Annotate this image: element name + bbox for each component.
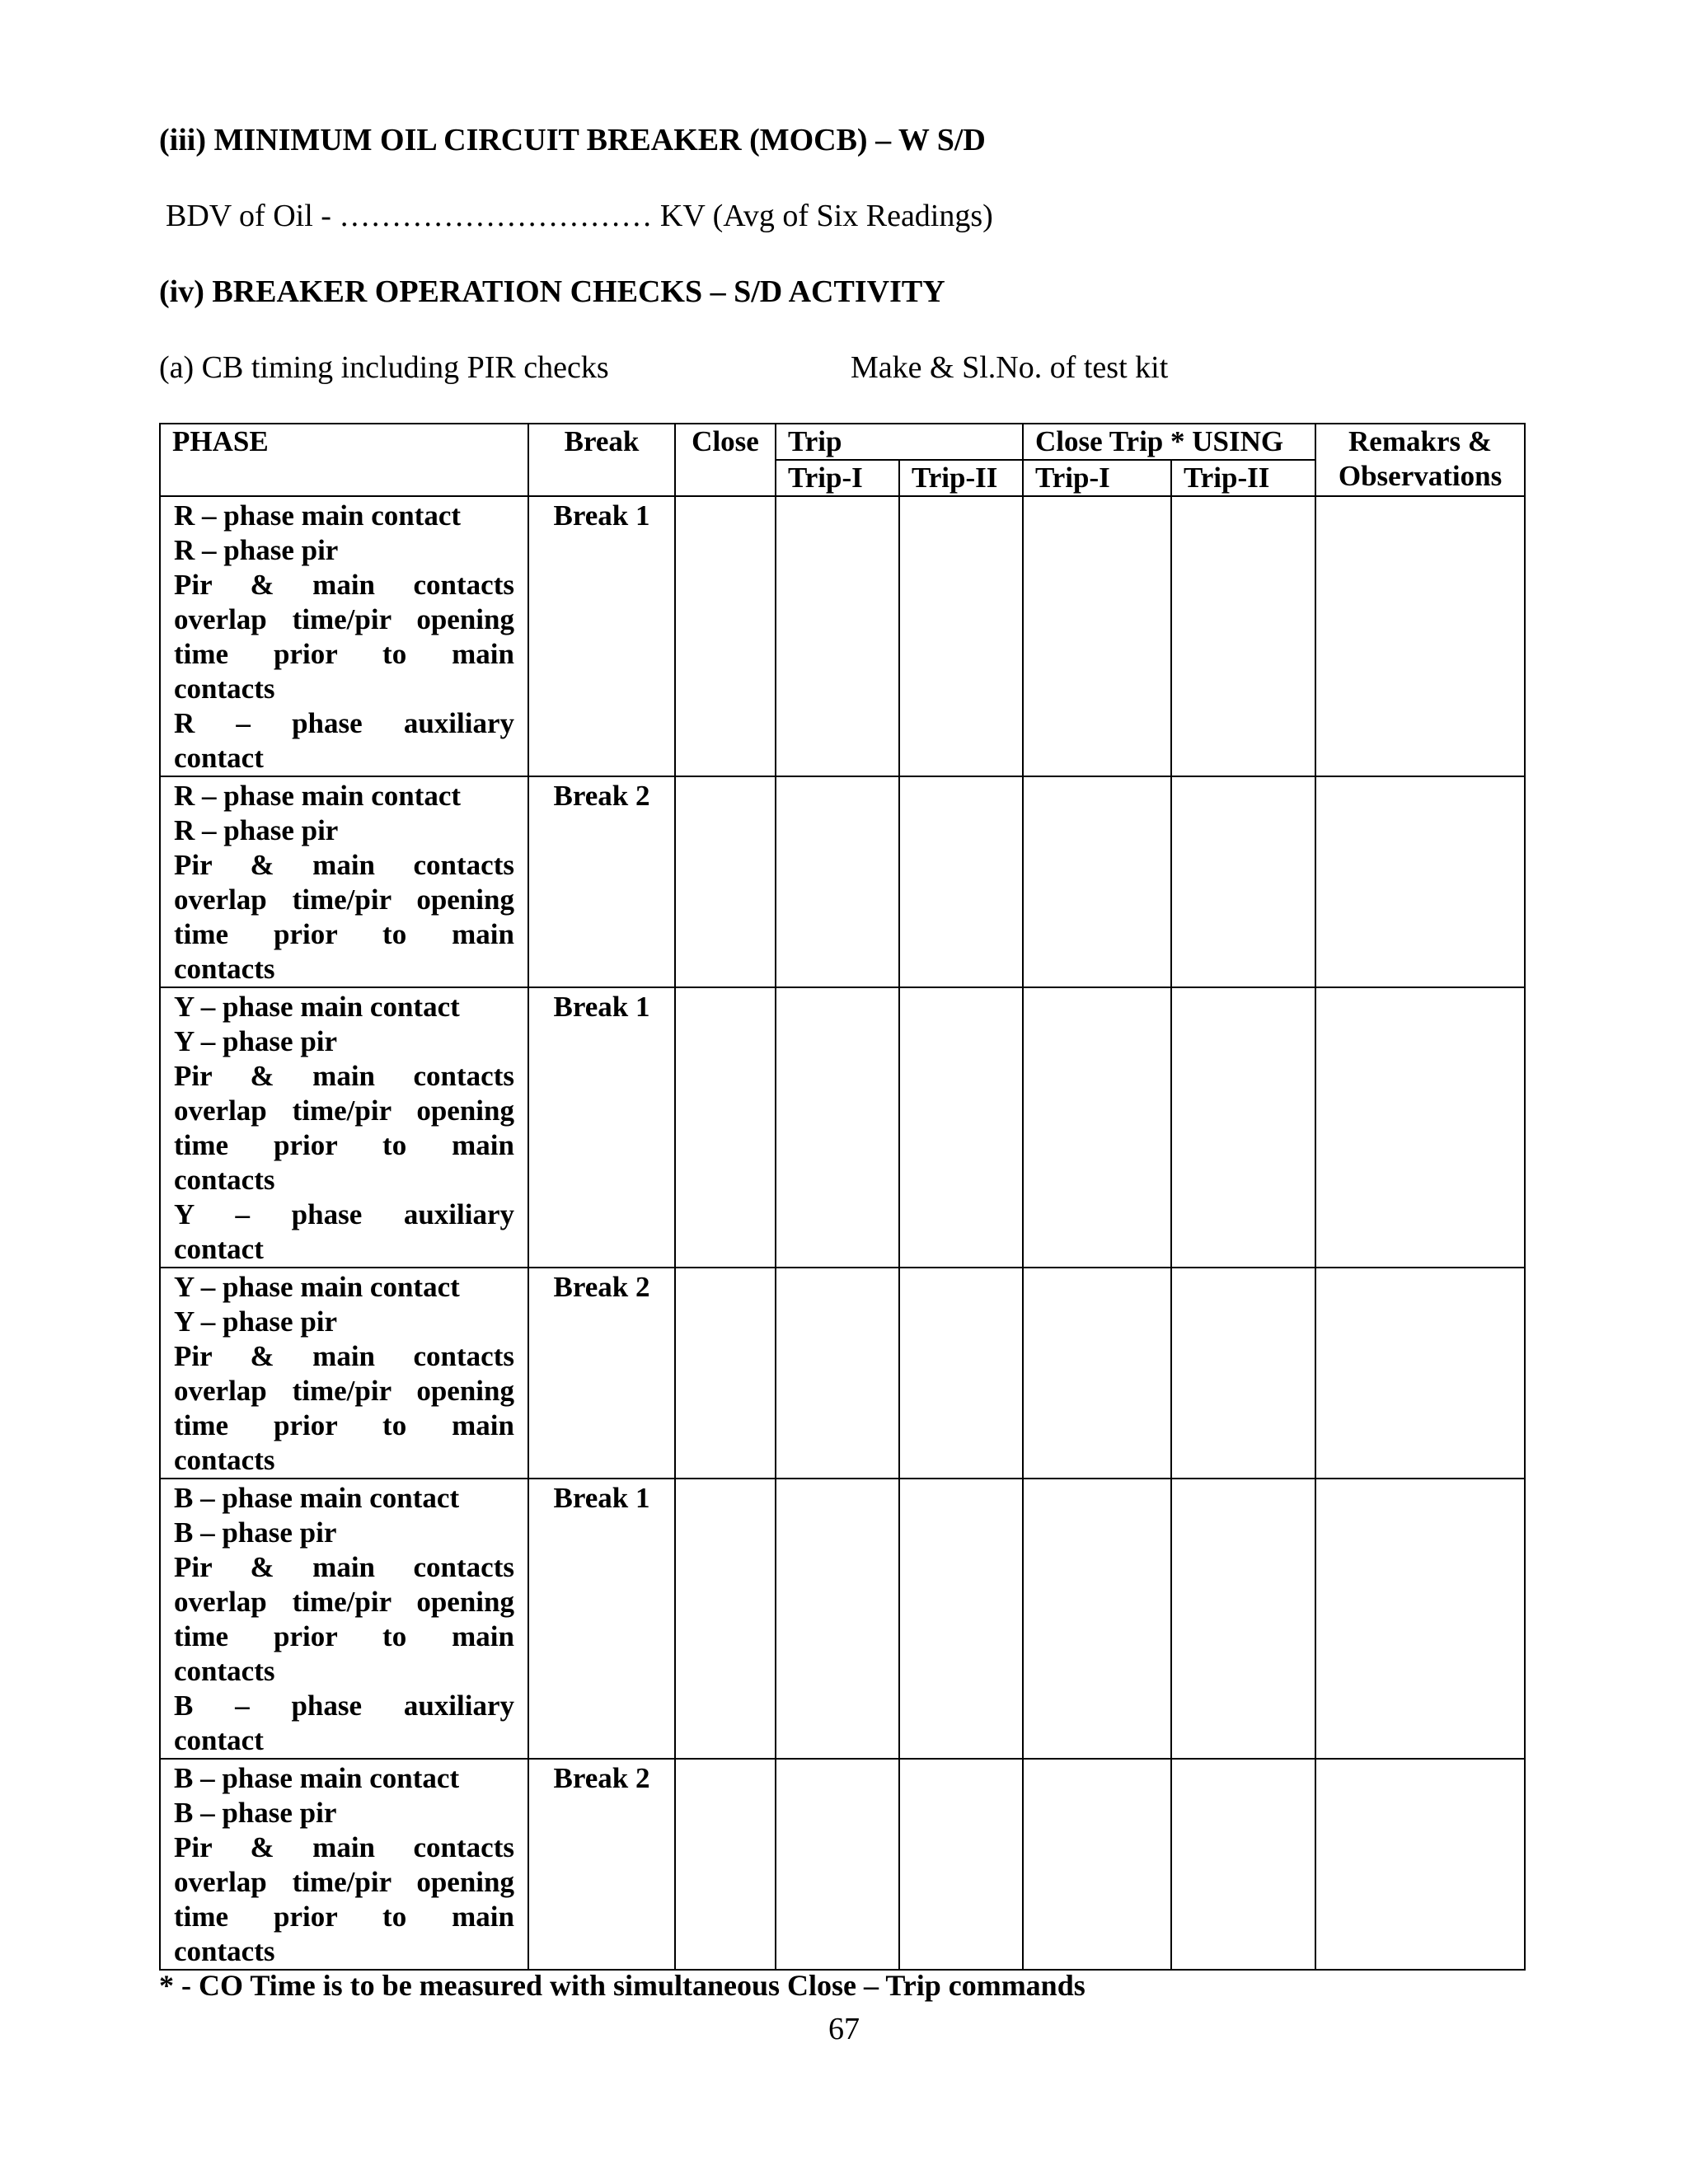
phase-description-line: Pir & main contacts	[174, 1551, 514, 1583]
table-row	[160, 496, 1525, 776]
phase-description-cell	[160, 1268, 528, 1479]
close-trip-2-entry-cell[interactable]	[1171, 1759, 1315, 1970]
phase-description-line: time prior to main	[174, 918, 514, 950]
phase-description-cell	[160, 987, 528, 1268]
phase-description-line: R – phase main contact	[174, 499, 462, 532]
trip-1-entry-cell[interactable]	[776, 1268, 899, 1479]
header-trip: Trip	[776, 424, 1023, 460]
phase-description-line: time prior to main	[174, 1129, 514, 1161]
close-trip-1-entry-cell[interactable]	[1023, 1759, 1171, 1970]
close-trip-2-entry-cell[interactable]	[1171, 776, 1315, 987]
phase-description-line: contacts	[174, 1164, 275, 1196]
phase-description-line: Pir & main contacts	[174, 1060, 514, 1092]
phase-description-line: overlap time/pir opening	[174, 1375, 514, 1407]
phase-description-line: time prior to main	[174, 1620, 514, 1652]
remarks-entry-cell[interactable]	[1315, 987, 1525, 1268]
phase-description-line: R – phase pir	[174, 534, 339, 566]
phase-description-line: contact	[174, 1233, 264, 1265]
table-body	[160, 496, 1525, 1970]
break-cell: Break 2	[528, 776, 675, 987]
phase-description-line: contacts	[174, 953, 275, 985]
phase-description-line: overlap time/pir opening	[174, 1866, 514, 1898]
phase-description-line: contacts	[174, 673, 275, 705]
cb-timing-label: (a) CB timing including PIR checks	[159, 350, 609, 385]
phase-description-line: overlap time/pir opening	[174, 1094, 514, 1127]
header-remarks: Remakrs & Observations	[1315, 424, 1525, 496]
phase-description-line: R – phase main contact	[174, 780, 462, 812]
phase-description-line: contacts	[174, 1655, 275, 1687]
close-trip-2-entry-cell[interactable]	[1171, 1479, 1315, 1759]
phase-description-line: Y – phase main contact	[174, 991, 460, 1023]
phase-description-cell	[160, 496, 528, 776]
trip-2-entry-cell[interactable]	[899, 776, 1023, 987]
close-trip-2-entry-cell[interactable]	[1171, 1268, 1315, 1479]
phase-description-line: Y – phase pir	[174, 1025, 338, 1057]
test-kit-label: Make & Sl.No. of test kit	[851, 350, 1169, 385]
remarks-entry-cell[interactable]	[1315, 1479, 1525, 1759]
phase-description-line: time prior to main	[174, 1900, 514, 1933]
phase-description-line: Y – phase main contact	[174, 1271, 460, 1303]
trip-2-entry-cell[interactable]	[899, 1479, 1023, 1759]
trip-1-entry-cell[interactable]	[776, 1479, 899, 1759]
phase-description-line: B – phase main contact	[174, 1762, 460, 1794]
close-entry-cell[interactable]	[675, 1479, 776, 1759]
phase-description-line: overlap time/pir opening	[174, 1586, 514, 1618]
phase-description-line: contact	[174, 1724, 264, 1756]
phase-description-line: B – phase pir	[174, 1797, 337, 1829]
header-close-trip: Close Trip * USING	[1023, 424, 1315, 460]
table-row	[160, 987, 1525, 1268]
header-trip-2: Trip-II	[899, 460, 1023, 496]
table-row	[160, 776, 1525, 987]
close-trip-1-entry-cell[interactable]	[1023, 496, 1171, 776]
table-row	[160, 1479, 1525, 1759]
header-phase: PHASE	[160, 424, 528, 496]
phase-description-line: overlap time/pir opening	[174, 603, 514, 635]
trip-1-entry-cell[interactable]	[776, 1759, 899, 1970]
phase-description-cell	[160, 776, 528, 987]
header-break: Break	[528, 424, 675, 496]
phase-description-line: Pir & main contacts	[174, 1340, 514, 1372]
close-trip-1-entry-cell[interactable]	[1023, 987, 1171, 1268]
phase-description-line: contacts	[174, 1935, 275, 1967]
break-cell: Break 1	[528, 987, 675, 1268]
close-entry-cell[interactable]	[675, 496, 776, 776]
close-entry-cell[interactable]	[675, 1759, 776, 1970]
break-cell: Break 1	[528, 496, 675, 776]
phase-description-line: Y – phase auxiliary	[174, 1198, 514, 1230]
page-number: 67	[828, 2012, 860, 2046]
break-cell: Break 2	[528, 1268, 675, 1479]
close-trip-1-entry-cell[interactable]	[1023, 776, 1171, 987]
remarks-entry-cell[interactable]	[1315, 1268, 1525, 1479]
phase-description-line: Pir & main contacts	[174, 569, 514, 601]
close-trip-2-entry-cell[interactable]	[1171, 496, 1315, 776]
phase-description-line: B – phase main contact	[174, 1482, 460, 1514]
phase-description-line: R – phase pir	[174, 814, 339, 846]
phase-description-line: contact	[174, 742, 264, 774]
close-trip-2-entry-cell[interactable]	[1171, 987, 1315, 1268]
trip-1-entry-cell[interactable]	[776, 496, 899, 776]
phase-description-line: Pir & main contacts	[174, 1831, 514, 1863]
header-close-trip-2: Trip-II	[1171, 460, 1315, 496]
footnote: * - CO Time is to be measured with simultaneous Close – Trip commands	[159, 1969, 1085, 2002]
remarks-entry-cell[interactable]	[1315, 496, 1525, 776]
trip-2-entry-cell[interactable]	[899, 1268, 1023, 1479]
phase-description-line: Pir & main contacts	[174, 849, 514, 881]
section-title-breaker-checks: (iv) BREAKER OPERATION CHECKS – S/D ACTIVITY	[159, 274, 945, 309]
breaker-timing-table	[159, 423, 1526, 1971]
phase-description-line: Y – phase pir	[174, 1305, 338, 1338]
phase-description-line: overlap time/pir opening	[174, 883, 514, 916]
phase-description-line: time prior to main	[174, 638, 514, 670]
trip-2-entry-cell[interactable]	[899, 987, 1023, 1268]
break-cell: Break 2	[528, 1759, 675, 1970]
remarks-entry-cell[interactable]	[1315, 776, 1525, 987]
phase-description-cell	[160, 1479, 528, 1759]
close-trip-1-entry-cell[interactable]	[1023, 1479, 1171, 1759]
phase-description-line: R – phase auxiliary	[174, 707, 514, 739]
table-row	[160, 1268, 1525, 1479]
bdv-of-oil-line: BDV of Oil - ………………………… KV (Avg of Six Readings)	[166, 199, 993, 233]
trip-2-entry-cell[interactable]	[899, 1759, 1023, 1970]
close-entry-cell[interactable]	[675, 987, 776, 1268]
trip-1-entry-cell[interactable]	[776, 987, 899, 1268]
phase-description-line: B – phase auxiliary	[174, 1690, 514, 1722]
phase-description-cell	[160, 1759, 528, 1970]
header-trip-1: Trip-I	[776, 460, 899, 496]
phase-description-line: time prior to main	[174, 1409, 514, 1441]
close-entry-cell[interactable]	[675, 1268, 776, 1479]
table-row	[160, 1759, 1525, 1970]
trip-1-entry-cell[interactable]	[776, 776, 899, 987]
trip-2-entry-cell[interactable]	[899, 496, 1023, 776]
close-entry-cell[interactable]	[675, 776, 776, 987]
phase-description-line: B – phase pir	[174, 1516, 337, 1549]
header-close: Close	[675, 424, 776, 496]
phase-description-line: contacts	[174, 1444, 275, 1476]
header-close-trip-1: Trip-I	[1023, 460, 1171, 496]
close-trip-1-entry-cell[interactable]	[1023, 1268, 1171, 1479]
break-cell: Break 1	[528, 1479, 675, 1759]
section-title-mocb: (iii) MINIMUM OIL CIRCUIT BREAKER (MOCB) – W S/D	[159, 123, 986, 157]
remarks-entry-cell[interactable]	[1315, 1759, 1525, 1970]
